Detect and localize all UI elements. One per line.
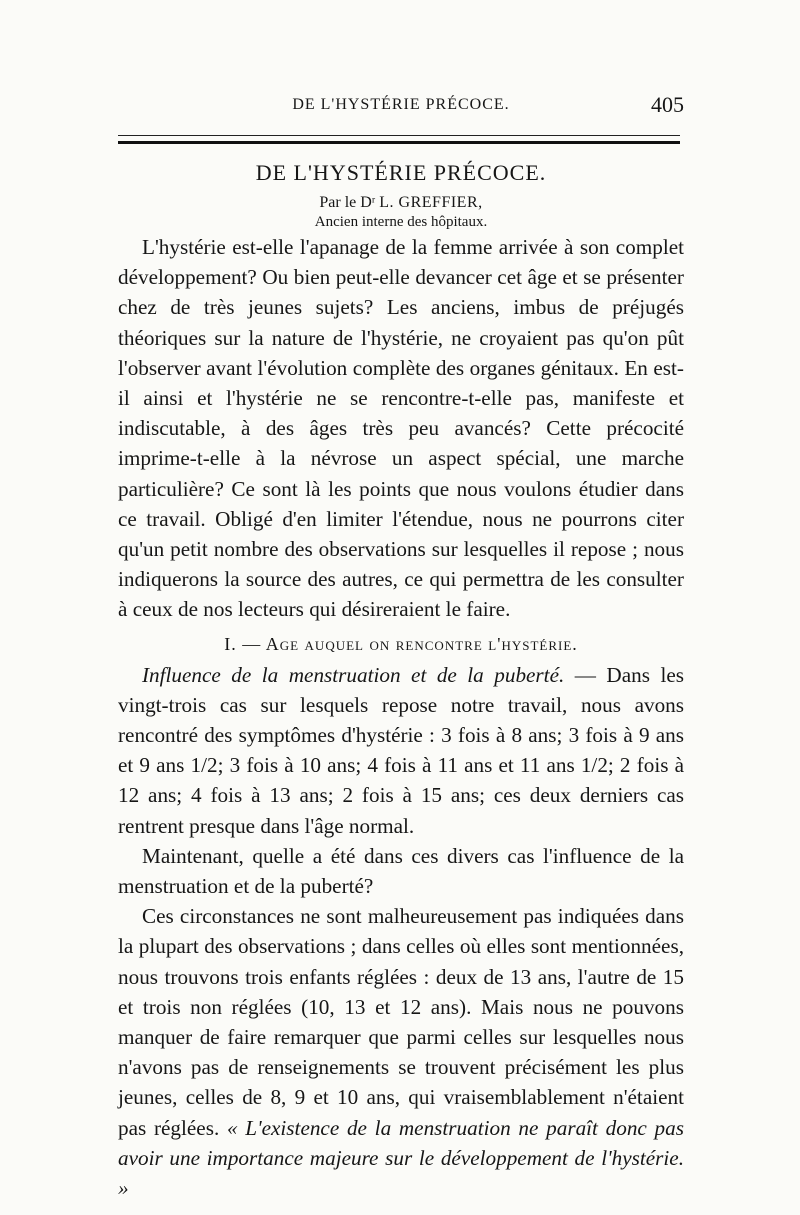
paragraph-intro: L'hystérie est-elle l'apanage de la femme arrivée à son complet développement? Ou bien peut-elle devancer cet âge et se présenter chez de très jeunes sujets? Les anciens, imbus de préjugés théoriques sur la nature de l'hystérie, ne croyaient pas qu'on pût l'observer avant l'évolution complète des organes génitaux. En est-il ainsi et l'hystérie ne se rencontre-t-elle pas, manifeste et indiscutable, à des âges très peu avancés? Cette précocité imprime-t-elle à la névrose un aspect spécial, une marche particulière? Ce sont là les points que nous voulons étudier dans ce travail. Obligé d'en limiter l'étendue, nous ne pourrons citer qu'un petit nombre des observations sur lesquelles il repose ; nous indiquerons la source des autres, ce qui permettra de les consulter à ceux de nos lecteurs qui désireraient le faire. [118,235,684,622]
page-number: 405 [651,92,684,117]
article-title: DE L'HYSTÉRIE PRÉCOCE. [255,160,547,185]
article-body [118,232,684,1203]
paragraph-influence [118,660,684,841]
article-byline [118,194,684,212]
header-rule-thin [118,135,680,136]
running-head [118,92,684,130]
header-rule-thick [118,141,680,144]
subsection-text: — Dans les vingt-trois cas sur lesquels repose notre travail, nous avons rencontré des symptômes d'hystérie : 3 fois à 8 ans; 3 fois à 9 ans et 9 ans 1/2; 3 fois à 10 ans; 4 fois à 11 ans et 11 ans 1/2; 2 fois à 12 ans; 4 fois à 13 ans; 2 fois à 15 ans; ces deux derniers cas rentrent presque dans l'âge normal. [118,662,684,838]
running-head-title: DE L'HYSTÉRIE PRÉCOCE. [292,96,510,113]
subsection-title: Influence de la menstruation et de la puberté. [142,662,565,687]
italic-quote: « L'existence de la menstruation ne paraît donc pas avoir une importance majeure sur le développement de l'hystérie. » [118,1115,684,1201]
paragraph-question: Maintenant, quelle a été dans ces divers cas l'influence de la menstruation et de la puberté? [118,843,684,899]
byline-prefix: Par le Dʳ [319,194,380,211]
author-role: Ancien interne des hôpitaux. [314,214,488,230]
paragraph-circumstances [118,901,684,1203]
section-heading: I. — Age auquel on rencontre l'hystérie. [224,633,578,654]
author-name: L. GREFFIER, [379,194,483,211]
paragraph-circumstances-text: Ces circonstances ne sont malheureusement pas indiquées dans la plupart des observations ; dans celles où elles sont mentionnées, nous trouvons trois enfants réglées : deux de 13 ans, l'autre de 15 et trois non réglées (10, 13 et 12 ans). Mais nous ne pouvons manquer de faire remarquer que parmi celles sur lesquelles nous n'avons pas de renseignements se trouvent précisément les plus jeunes, celles de 8, 9 et 10 ans, qui vraisemblablement n'étaient pas réglées. [118,904,684,1140]
